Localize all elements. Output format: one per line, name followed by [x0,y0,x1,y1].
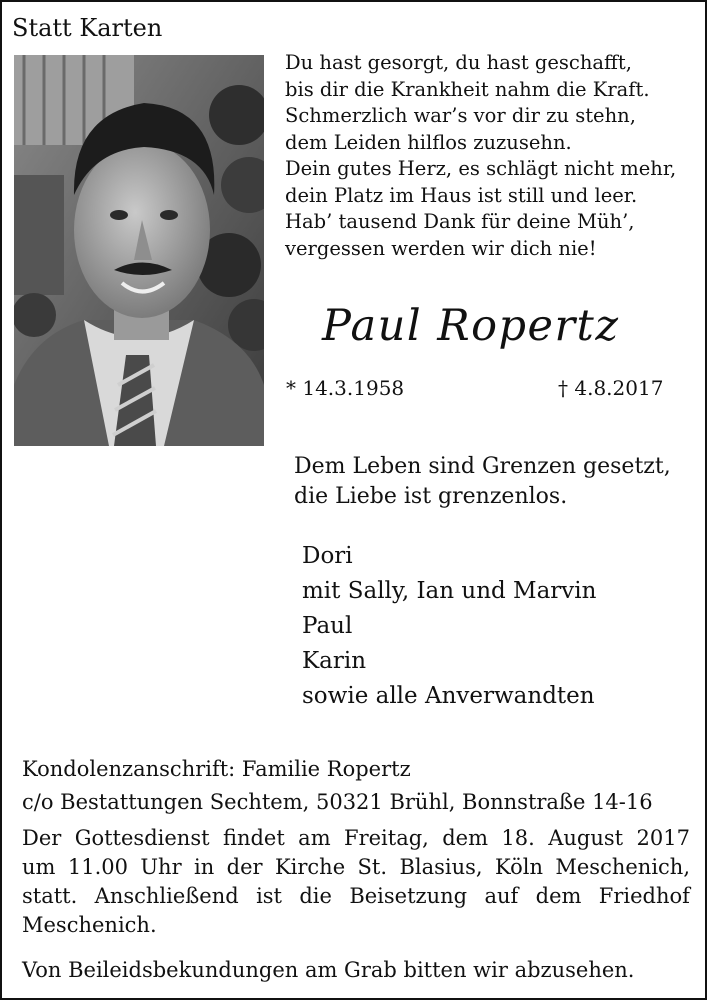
birth-date: * 14.3.1958 [286,376,405,400]
mourner-line: sowie alle Anverwandten [302,683,595,709]
poem-line: Dein gutes Herz, es schlägt nicht mehr, [285,157,677,180]
mourners-list [302,539,702,714]
condolence-address [22,753,692,819]
service-word: auf [484,884,519,908]
service-word: Gottesdienst [74,826,210,850]
quote-line: Dem Leben sind Grenzen gesetzt, [294,454,671,479]
service-word: in [194,855,215,879]
service-word: Der [22,826,62,850]
service-word: um [22,855,56,879]
service-line: Meschenich. [22,913,157,937]
service-word: statt. [22,884,78,908]
service-word: Uhr [140,855,182,879]
death-date: † 4.8.2017 [558,376,664,400]
service-word: findet [222,826,285,850]
service-word: August [548,826,624,850]
poem-line: Du hast gesorgt, du hast geschafft, [285,51,632,74]
service-word: Kirche [274,855,346,879]
poem-line: Hab’ tausend Dank für deine Müh’, [285,210,635,233]
mourner-line: Dori [302,543,353,569]
service-word: Beisetzung [349,884,468,908]
memorial-quote [294,452,699,512]
quote-line: die Liebe ist grenzenlos. [294,484,568,509]
service-word: St. [357,855,388,879]
service-word: Köln [494,855,543,879]
mourner-line: mit Sally, Ian und Marvin [302,578,597,604]
portrait-photo [14,55,264,446]
funeral-service-info [22,824,690,940]
poem-line: dein Platz im Haus ist still und leer. [285,183,638,207]
address-line: c/o Bestattungen Sechtem, 50321 Brühl, Bonnstraße 14-16 [22,790,653,814]
service-word: Friedhof [598,884,690,908]
poem-line: dem Leiden hilflos zuzusehn. [285,130,572,154]
service-word: Freitag, [344,826,429,850]
service-word: die [299,884,332,908]
portrait-image [14,55,264,446]
poem-line: Schmerzlich war’s vor dir zu stehn, [285,104,636,127]
service-word: der [226,855,263,879]
poem [285,50,695,262]
service-word: 18. [501,826,535,850]
service-line [22,882,690,911]
mourner-line: Paul [302,613,353,639]
service-word: Blasius, [399,855,483,879]
service-word: Anschließend [94,884,239,908]
poem-line: vergessen werden wir dich nie! [285,236,597,260]
service-line [22,853,690,882]
service-word: Meschenich, [555,855,690,879]
service-word: am [298,826,331,850]
service-line [22,824,690,853]
header-label: Statt Karten [12,14,163,42]
service-word: dem [535,884,582,908]
service-word: ist [256,884,282,908]
address-line: Kondolenzanschrift: Familie Ropertz [22,757,411,781]
poem-line: bis dir die Krankheit nahm die Kraft. [285,77,650,101]
service-word: 2017 [636,826,690,850]
mourner-line: Karin [302,648,367,674]
deceased-name: Paul Ropertz [322,301,620,351]
closing-note: Von Beileidsbekundungen am Grab bitten wir abzusehen. [22,958,635,982]
service-word: 11.00 [67,855,128,879]
service-word: dem [442,826,489,850]
